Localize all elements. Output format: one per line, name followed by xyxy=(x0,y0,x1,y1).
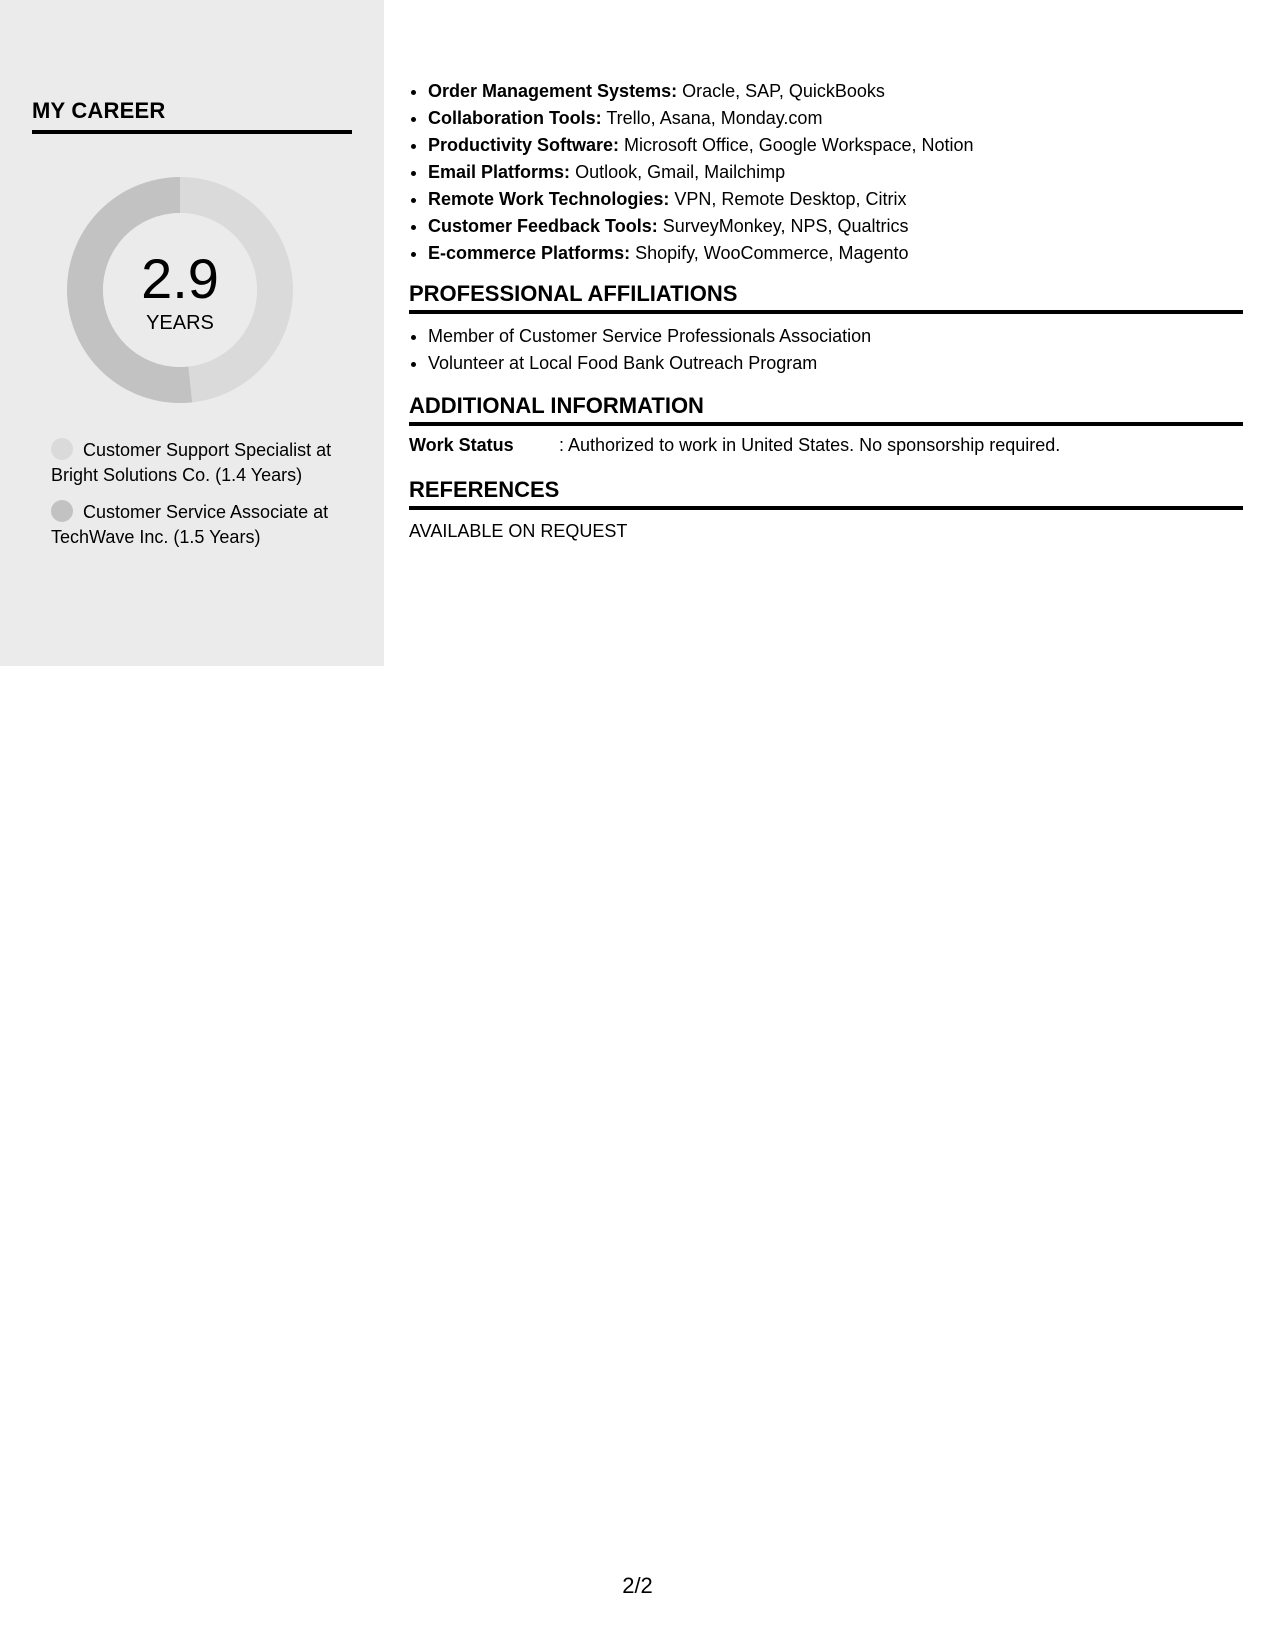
total-years-value: 2.9 xyxy=(141,247,219,310)
page-number: 2/2 xyxy=(622,1573,653,1598)
legend-dot-icon xyxy=(51,500,73,522)
skill-item xyxy=(428,78,1243,105)
legend-label: Customer Support Specialist at Bright Solutions Co. (1.4 Years) xyxy=(51,440,332,485)
legend-item xyxy=(51,500,341,550)
affiliations-heading: PROFESSIONAL AFFILIATIONS xyxy=(409,280,1243,314)
career-title: MY CAREER xyxy=(32,98,352,134)
skill-value: Microsoft Office, Google Workspace, Notion xyxy=(624,135,974,155)
main-content xyxy=(409,78,1243,544)
skill-label: Productivity Software: xyxy=(428,135,620,155)
skill-item xyxy=(428,132,1243,159)
skill-label: Customer Feedback Tools: xyxy=(428,216,658,236)
skill-label: Remote Work Technologies: xyxy=(428,189,670,209)
skill-value: Oracle, SAP, QuickBooks xyxy=(682,81,885,101)
additional-info-heading: ADDITIONAL INFORMATION xyxy=(409,392,1243,426)
work-status-label: Work Status xyxy=(409,435,514,455)
skill-label: Order Management Systems: xyxy=(428,81,678,101)
skill-label: Email Platforms: xyxy=(428,162,571,182)
skill-label: Collaboration Tools: xyxy=(428,108,602,128)
affiliation-item: • Member of Customer Service Professionals Association xyxy=(428,323,1243,350)
skill-item xyxy=(428,105,1243,132)
legend-dot-icon xyxy=(51,438,73,460)
skill-item xyxy=(428,186,1243,213)
skill-label: E-commerce Platforms: xyxy=(428,243,631,263)
career-legend xyxy=(51,438,341,562)
work-status-value: : Authorized to work in United States. No sponsorship required. xyxy=(559,435,1061,455)
legend-label: Customer Service Associate at TechWave Inc. (1.5 Years) xyxy=(51,502,329,547)
skill-value: Outlook, Gmail, Mailchimp xyxy=(575,162,786,182)
affiliations-list xyxy=(409,323,1243,377)
skill-value: VPN, Remote Desktop, Citrix xyxy=(674,189,907,209)
skills-list xyxy=(409,78,1243,267)
work-status-row xyxy=(409,432,1243,458)
career-donut-chart xyxy=(67,177,293,403)
skill-item xyxy=(428,240,1243,267)
references-heading: REFERENCES xyxy=(409,476,1243,510)
affiliation-item: • Volunteer at Local Food Bank Outreach Program xyxy=(428,350,1243,377)
skill-item xyxy=(428,213,1243,240)
donut-center xyxy=(67,177,293,403)
skill-item xyxy=(428,159,1243,186)
references-text: AVAILABLE ON REQUEST xyxy=(409,521,628,541)
career-sidebar xyxy=(0,0,384,666)
skill-value: Trello, Asana, Monday.com xyxy=(606,108,823,128)
total-years-unit: YEARS xyxy=(146,312,214,334)
skill-value: SurveyMonkey, NPS, Qualtrics xyxy=(662,216,909,236)
legend-item xyxy=(51,438,341,488)
skill-value: Shopify, WooCommerce, Magento xyxy=(635,243,909,263)
